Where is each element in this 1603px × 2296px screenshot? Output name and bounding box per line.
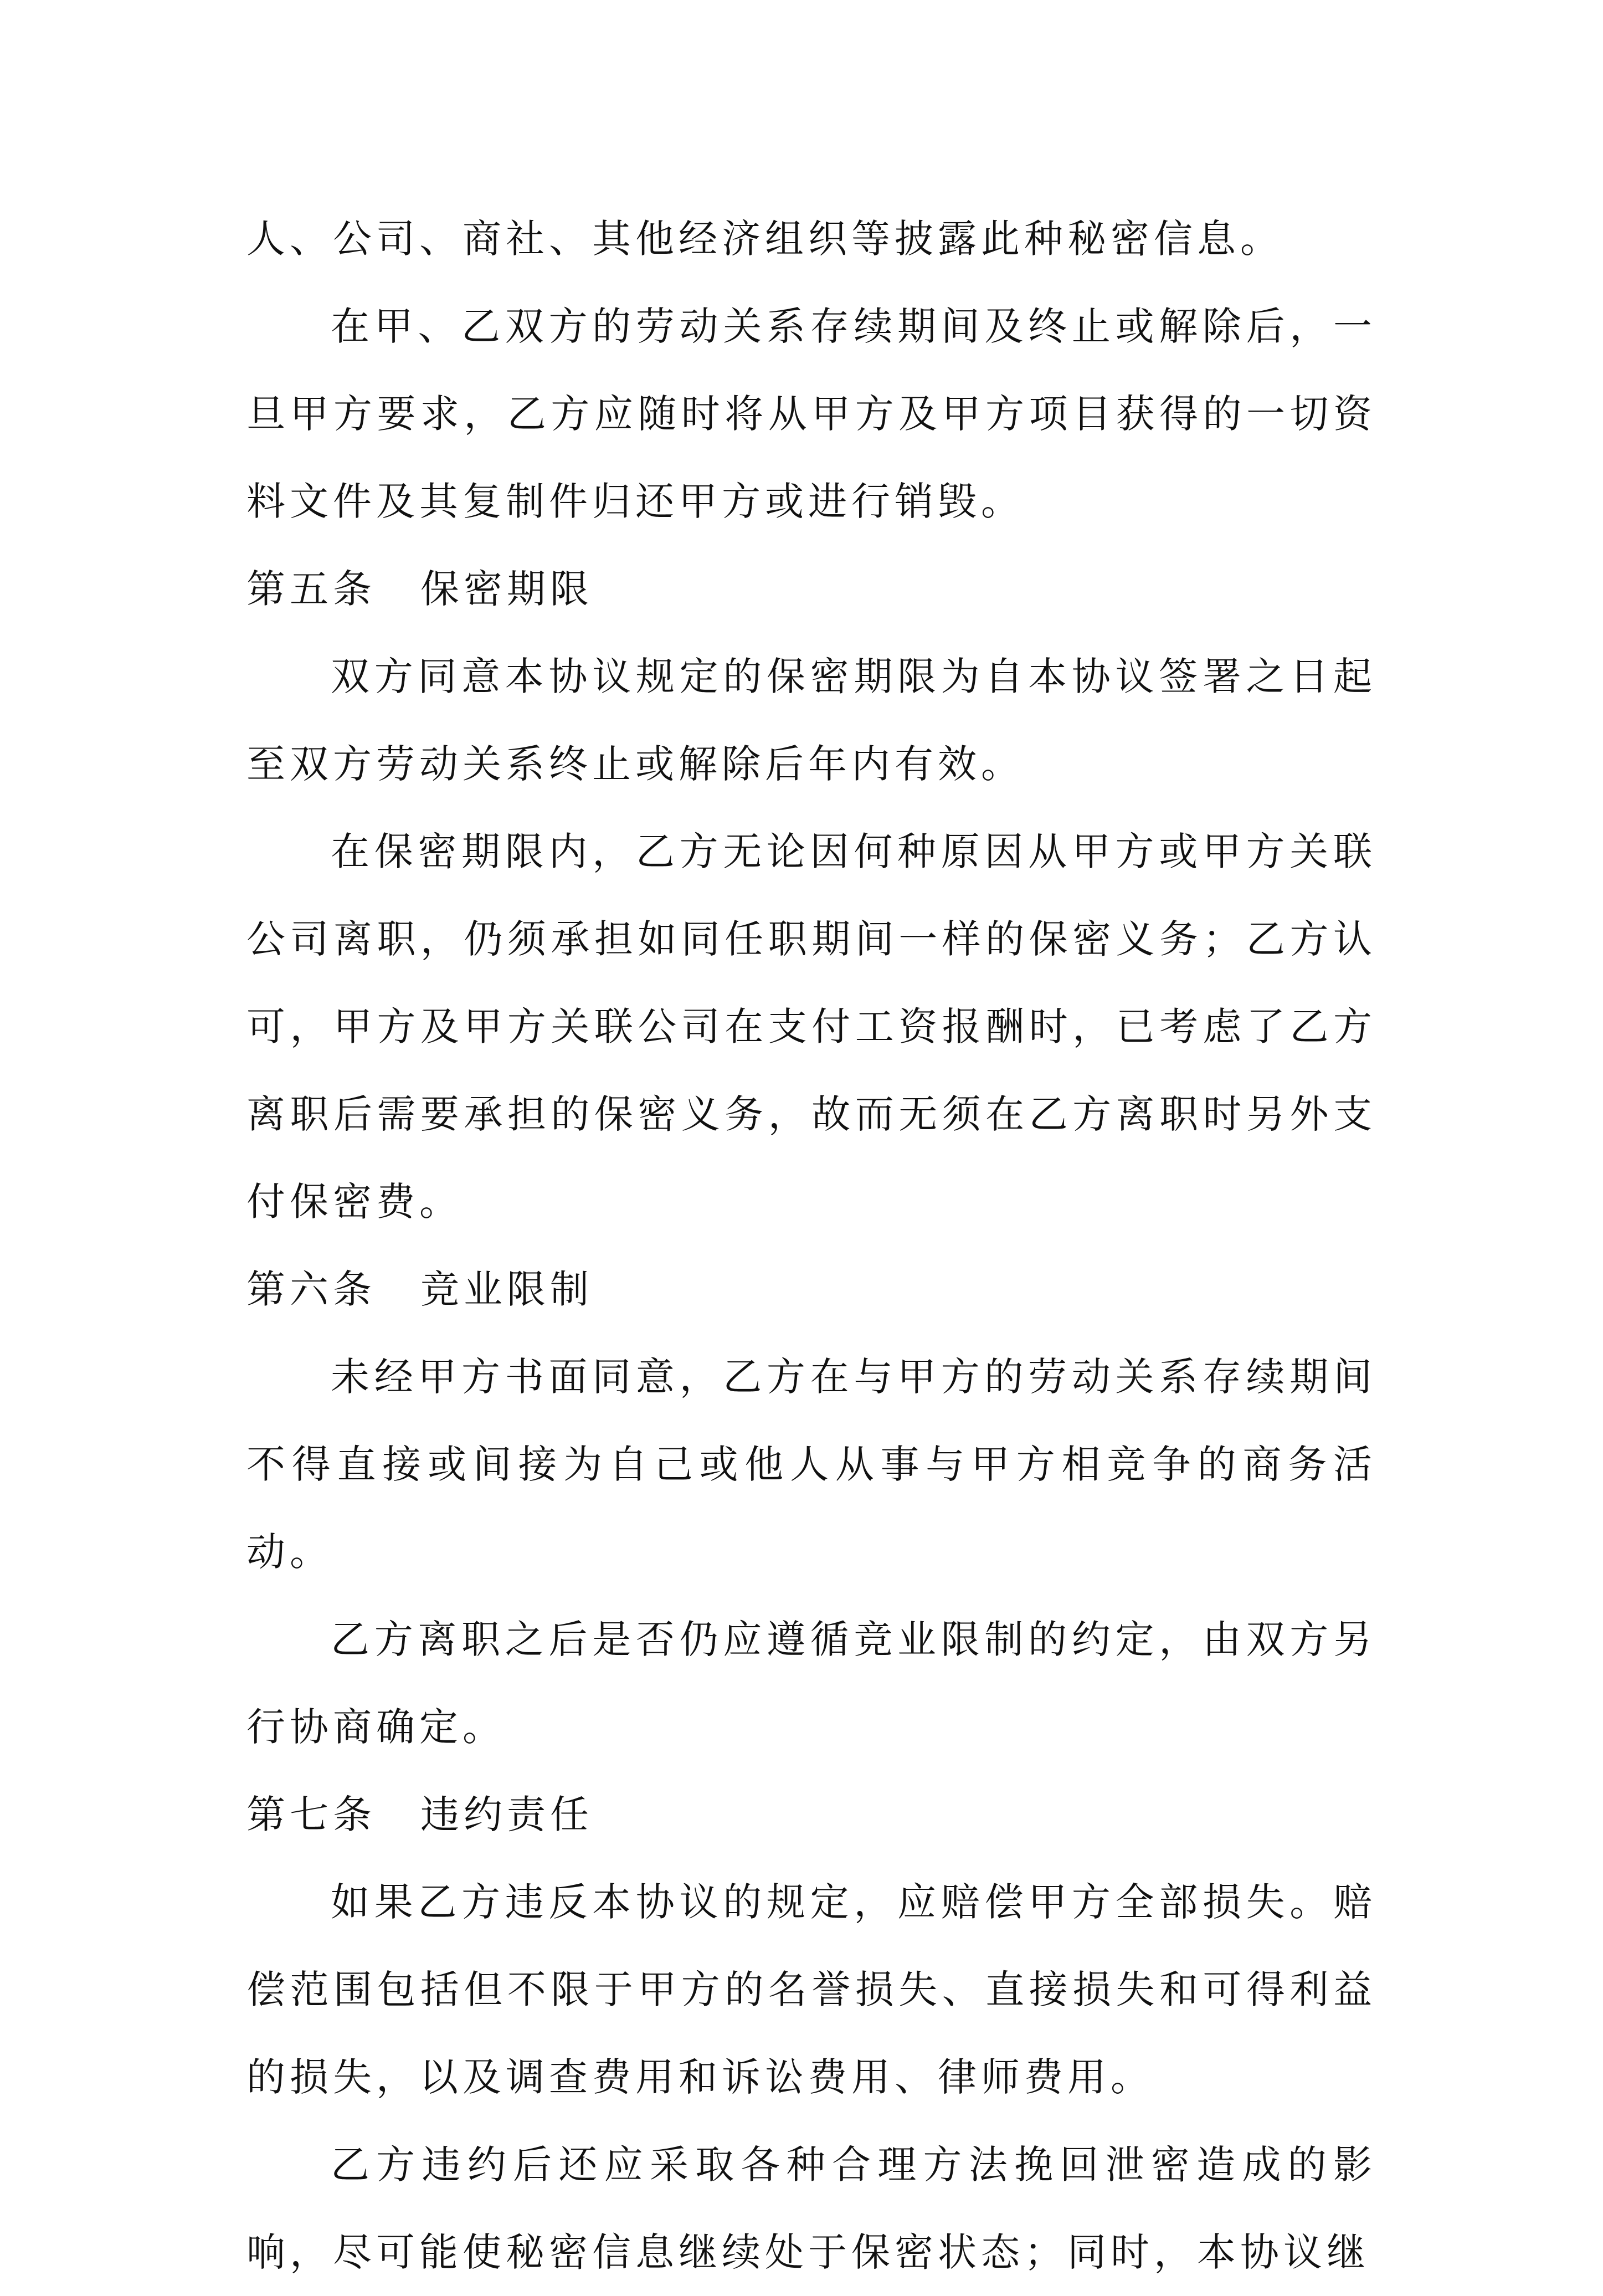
paragraph-post-employment: 乙方离职之后是否仍应遵循竞业限制的约定，由双方另行协商确定。 [246,1617,1376,1750]
article-7-title: 违约责任 [420,1792,593,1837]
paragraph-continuation: 人、公司、商社、其他经济组织等披露此种秘密信息。 [246,216,1283,262]
article-6-number: 第六条 [246,1267,376,1312]
article-6-heading [246,1246,1376,1333]
paragraph-remedy: 乙方违约后还应采取各种合理方法挽回泄密造成的影响，尽可能使秘密信息继续处于保密状态；同时，本协议继 [246,2142,1376,2275]
article-5-heading [246,545,1376,633]
document-body [246,195,1376,2296]
paragraph-confidentiality-term: 双方同意本协议规定的保密期限为自本协议签署之日起至双方劳动关系终止或解除后年内有效。 [246,654,1376,787]
article-6-title: 竞业限制 [420,1267,593,1312]
article-5-number: 第五条 [246,566,376,612]
article-7-number: 第七条 [246,1792,376,1837]
paragraph-return-materials: 在甲、乙双方的劳动关系存续期间及终止或解除后，一旦甲方要求，乙方应随时将从甲方及甲方项目获得的一切资料文件及其复制件归还甲方或进行销毁。 [246,304,1376,524]
paragraph-term-obligations: 在保密期限内，乙方无论因何种原因从甲方或甲方关联公司离职，仍须承担如同任职期间一样的保密义务；乙方认可，甲方及甲方关联公司在支付工资报酬时，已考虑了乙方离职后需要承担的保密义务，故而无须在乙方离职时另外支付保密费。 [246,829,1376,1224]
article-5-title: 保密期限 [420,566,593,612]
article-7-heading [246,1771,1376,1858]
paragraph-non-compete: 未经甲方书面同意，乙方在与甲方的劳动关系存续期间不得直接或间接为自己或他人从事与甲方相竞争的商务活动。 [246,1354,1376,1575]
paragraph-damages: 如果乙方违反本协议的规定，应赔偿甲方全部损失。赔偿范围包括但不限于甲方的名誉损失、直接损失和可得利益的损失，以及调查费用和诉讼费用、律师费用。 [246,1879,1376,2100]
